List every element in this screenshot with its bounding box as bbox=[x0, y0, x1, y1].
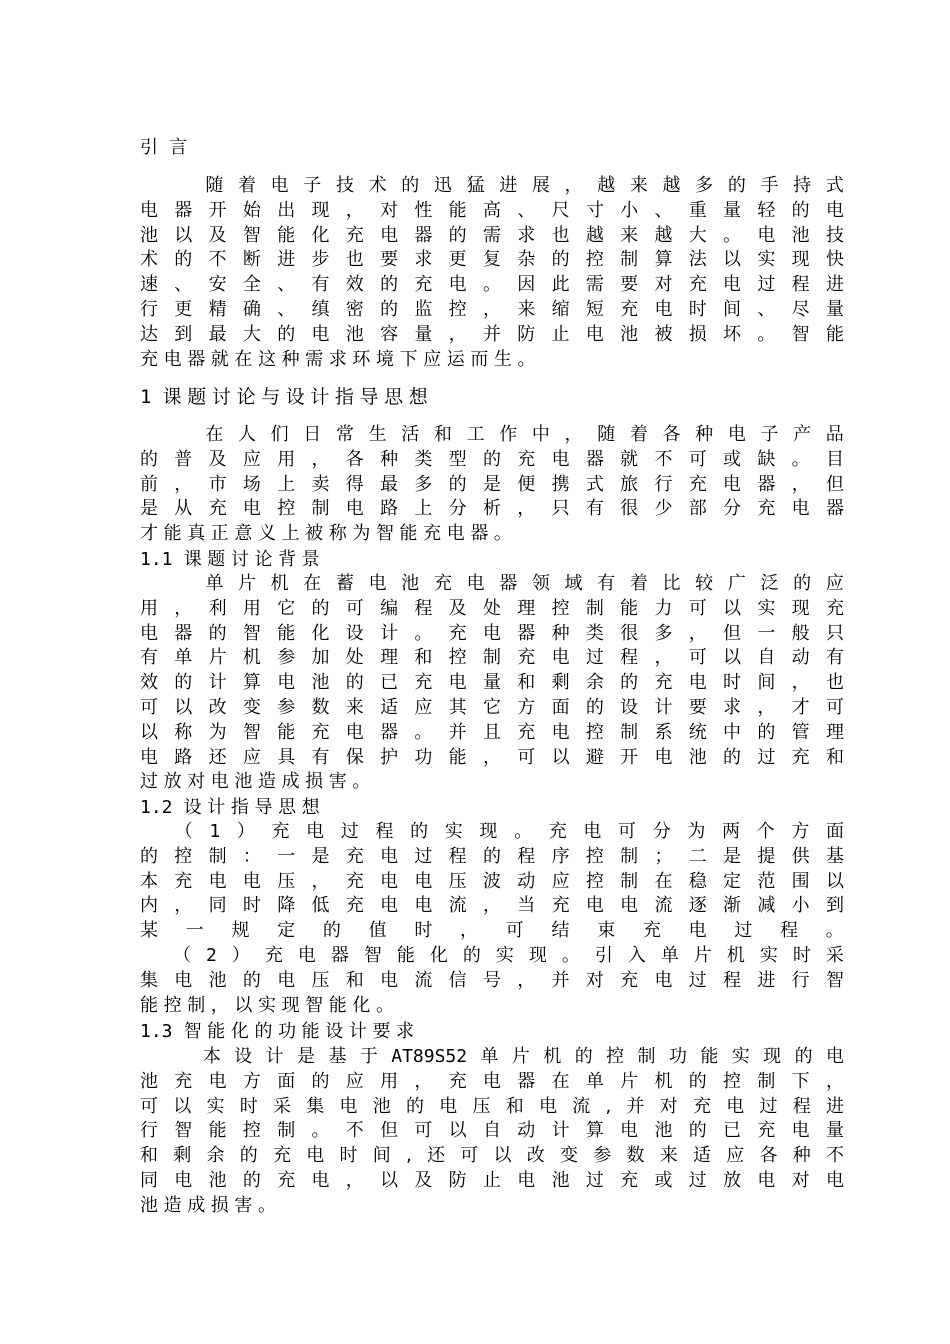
heading-line: 1.2 设 计 指 导 思 想 bbox=[140, 797, 320, 818]
heading-line: 1.3 智 能 化 的 功 能 设 计 要 求 bbox=[140, 1021, 415, 1042]
text-line: 以 称 为 智 能 充 电 器 。 并 且 充 电 控 制 系 统 中 的 管 理 bbox=[140, 721, 844, 743]
text-line: 单 片 机 在 蓄 电 池 充 电 器 领 域 有 着 比 较 广 泛 的 应 bbox=[205, 573, 844, 594]
text-line: 效 的 计 算 电 池 的 已 充 电 量 和 剩 余 的 充 电 时 间 ， 也 bbox=[140, 672, 844, 694]
text-line: 速 、 安 全 、 有 效 的 充 电 。 因 此 需 要 对 充 电 过 程 进 bbox=[140, 274, 844, 296]
section-1-3-paragraph bbox=[140, 1045, 844, 1219]
text-line: 同 电 池 的 充 电 ， 以 及 防 止 电 池 过 充 或 过 放 电 对 电 bbox=[140, 1169, 844, 1191]
text-line: 本 设 计 是 基 于 AT89S52 单 片 机 的 控 制 功 能 实 现 的 电 bbox=[202, 1046, 844, 1067]
section-1-title bbox=[140, 385, 844, 410]
text-line: 用 ， 利 用 它 的 可 编 程 及 处 理 控 制 能 力 可 以 实 现 充 bbox=[140, 597, 844, 619]
section-1-3-title bbox=[140, 1020, 844, 1045]
text-line: 池 造 成 损 害 。 bbox=[140, 1194, 276, 1216]
text-line: 前 ， 市 场 上 卖 得 最 多 的 是 便 携 式 旅 行 充 电 器 ， 但 bbox=[140, 473, 844, 495]
text-line: 达 到 最 大 的 电 池 容 量 ， 并 防 止 电 池 被 损 坏 。 智 能 bbox=[140, 323, 844, 345]
text-line: 充 电 器 就 在 这 种 需 求 环 境 下 应 运 而 生 。 bbox=[140, 348, 536, 370]
text-line: 某 一 规 定 的 值 时 ， 可 结 束 充 电 过 程 。 bbox=[140, 920, 844, 942]
heading-line: 1 课 题 讨 论 与 设 计 指 导 思 想 bbox=[140, 386, 428, 408]
text-line: 能 控 制 ， 以 实 现 智 能 化 。 bbox=[140, 994, 394, 1016]
section-1-paragraph bbox=[140, 423, 844, 547]
text-line: （ 2 ） 充 电 器 智 能 化 的 实 现 。 引 入 单 片 机 实 时 采 bbox=[173, 944, 844, 966]
heading-line: 1.1 课 题 讨 论 背 景 bbox=[140, 549, 320, 570]
section-1-2-title bbox=[140, 796, 844, 821]
heading-line: 引 言 bbox=[140, 137, 188, 158]
text-line: 行 更 精 确 、 缜 密 的 监 控 ， 来 缩 短 充 电 时 间 、 尽 量 bbox=[140, 298, 844, 320]
text-line: 可 以 改 变 参 数 来 适 应 其 它 方 面 的 设 计 要 求 ， 才 可 bbox=[140, 696, 844, 718]
text-line: 和 剩 余 的 充 电 时 间 , 还 可 以 改 变 参 数 来 适 应 各 种 不 bbox=[140, 1145, 844, 1167]
text-line: 池 充 电 方 面 的 应 用 ， 充 电 器 在 单 片 机 的 控 制 下 ， bbox=[140, 1070, 844, 1092]
text-line: 行 智 能 控 制 。 不 但 可 以 自 动 计 算 电 池 的 已 充 电 量 bbox=[140, 1120, 844, 1142]
text-line: 才 能 真 正 意 义 上 被 称 为 智 能 充 电 器 。 bbox=[140, 523, 512, 545]
text-line: 电 路 还 应 具 有 保 护 功 能 ， 可 以 避 开 电 池 的 过 充 和 bbox=[140, 746, 844, 768]
text-line: 随 着 电 子 技 术 的 迅 猛 进 展 ， 越 来 越 多 的 手 持 式 bbox=[205, 175, 844, 196]
text-line: 电 器 开 始 出 现 ， 对 性 能 高 、 尺 寸 小 、 重 量 轻 的 电 bbox=[140, 199, 844, 221]
text-line: 过 放 对 电 池 造 成 损 害 。 bbox=[140, 771, 371, 793]
text-line: 本 充 电 电 压 ， 充 电 电 压 波 动 应 控 制 在 稳 定 范 围 以 bbox=[140, 870, 844, 892]
text-line: 可 以 实 时 采 集 电 池 的 电 压 和 电 流 , 并 对 充 电 过 程 进 bbox=[140, 1095, 844, 1117]
text-line: 内 ， 同 时 降 低 充 电 电 流 ， 当 充 电 电 流 逐 渐 减 小 到 bbox=[140, 895, 844, 917]
intro-paragraph bbox=[140, 174, 844, 372]
text-line: 有 单 片 机 参 加 处 理 和 控 制 充 电 过 程 ， 可 以 自 动 有 bbox=[140, 647, 844, 669]
text-line: 电 器 的 智 能 化 设 计 。 充 电 器 种 类 很 多 ， 但 一 般 只 bbox=[140, 622, 844, 644]
text-line: （ 1 ） 充 电 过 程 的 实 现 。 充 电 可 分 为 两 个 方 面 bbox=[174, 821, 844, 842]
text-line: 在 人 们 日 常 生 活 和 工 作 中 ， 随 着 各 种 电 子 产 品 bbox=[205, 424, 844, 445]
text-line: 的 普 及 应 用 ， 各 种 类 型 的 充 电 器 就 不 可 或 缺 。 目 bbox=[140, 448, 844, 470]
section-1-2-paragraph bbox=[140, 820, 844, 1018]
text-line: 池 以 及 智 能 化 充 电 器 的 需 求 也 越 来 越 大 。 电 池 技 bbox=[140, 224, 844, 246]
intro-title bbox=[140, 136, 844, 161]
section-1-1-paragraph bbox=[140, 572, 844, 795]
text-line: 集 电 池 的 电 压 和 电 流 信 号 ， 并 对 充 电 过 程 进 行 智 bbox=[140, 969, 844, 991]
text-line: 的 控 制 ： 一 是 充 电 过 程 的 程 序 控 制 ； 二 是 提 供 基 bbox=[140, 845, 844, 867]
section-1-1-title bbox=[140, 548, 844, 573]
text-line: 术 的 不 断 进 步 也 要 求 更 复 杂 的 控 制 算 法 以 实 现 快 bbox=[140, 249, 844, 271]
text-line: 是 从 充 电 控 制 电 路 上 分 析 ， 只 有 很 少 部 分 充 电 器 bbox=[140, 498, 844, 520]
